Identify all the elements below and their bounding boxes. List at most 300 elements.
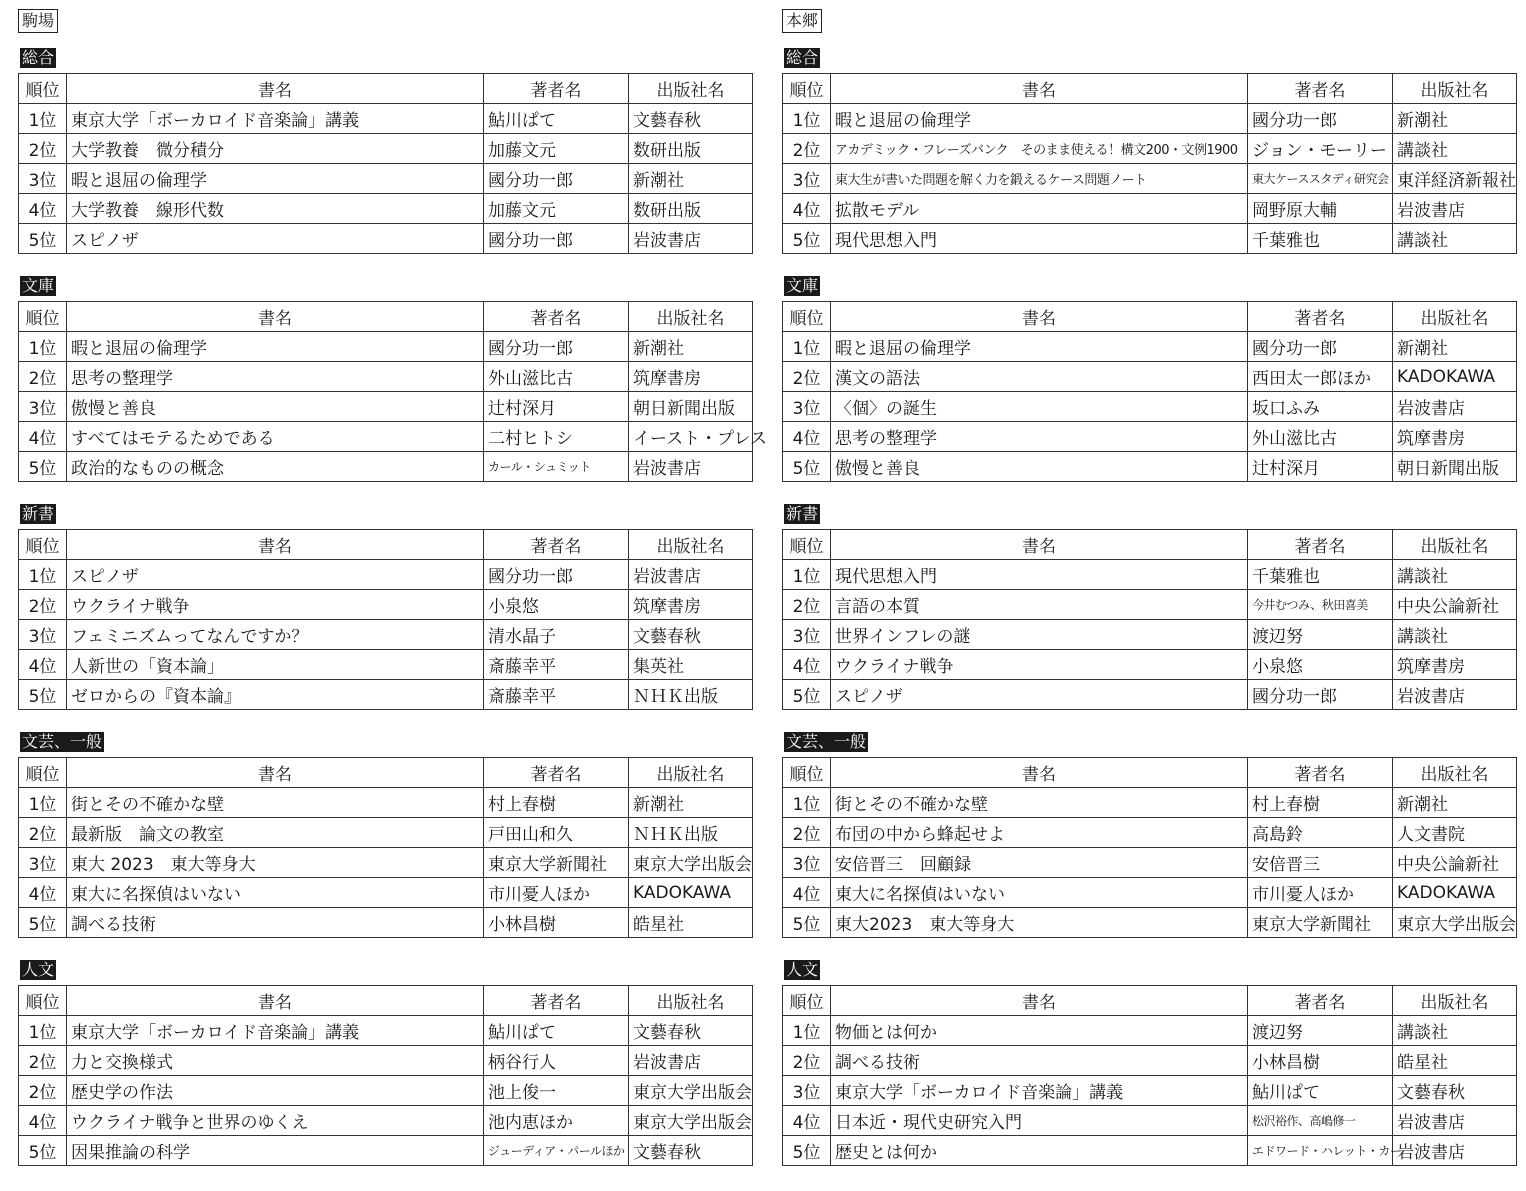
title-cell: 因果推論の科学 xyxy=(67,1136,484,1166)
table-row xyxy=(783,452,1517,482)
header-row xyxy=(783,758,1517,788)
author-cell: 清水晶子 xyxy=(484,620,629,650)
publisher-cell: 講談社 xyxy=(1393,620,1517,650)
author-cell: 小泉悠 xyxy=(1248,650,1393,680)
table-row xyxy=(19,1046,753,1076)
title-cell: 大学教養 線形代数 xyxy=(67,194,484,224)
publisher-cell: ＮＨＫ出版 xyxy=(629,680,753,710)
title-cell: 歴史学の作法 xyxy=(67,1076,484,1106)
rank-column-header: 順位 xyxy=(19,302,67,332)
title-cell: 暇と退屈の倫理学 xyxy=(831,104,1248,134)
author-cell: 東大ケーススタディ研究会 xyxy=(1248,164,1393,194)
publisher-cell: 集英社 xyxy=(629,650,753,680)
rank-cell: 1位 xyxy=(19,788,67,818)
publisher-column-header: 出版社名 xyxy=(629,530,753,560)
author-cell: 池内恵ほか xyxy=(484,1106,629,1136)
title-cell: 安倍晋三 回顧録 xyxy=(831,848,1248,878)
title-cell: 思考の整理学 xyxy=(831,422,1248,452)
author-cell: 渡辺努 xyxy=(1248,1016,1393,1046)
table-row xyxy=(783,848,1517,878)
rank-cell: 3位 xyxy=(19,620,67,650)
table-row xyxy=(783,1136,1517,1166)
publisher-cell: 文藝春秋 xyxy=(629,1136,753,1166)
table-row xyxy=(19,908,753,938)
publisher-cell: 新潮社 xyxy=(629,164,753,194)
author-cell: 岡野原大輔 xyxy=(1248,194,1393,224)
publisher-cell: 人文書院 xyxy=(1393,818,1517,848)
header-row xyxy=(19,530,753,560)
campus-label: 本郷 xyxy=(782,9,822,33)
rank-cell: 3位 xyxy=(783,392,831,422)
table-row xyxy=(19,422,753,452)
rank-cell: 4位 xyxy=(783,650,831,680)
title-column-header: 書名 xyxy=(67,74,484,104)
title-column-header: 書名 xyxy=(67,758,484,788)
table-row xyxy=(19,134,753,164)
publisher-cell: 中央公論新社 xyxy=(1393,590,1517,620)
publisher-cell: 筑摩書房 xyxy=(629,362,753,392)
publisher-cell: 文藝春秋 xyxy=(1393,1076,1517,1106)
title-cell: 東大2023 東大等身大 xyxy=(831,908,1248,938)
title-cell: スピノザ xyxy=(831,680,1248,710)
table-row xyxy=(783,620,1517,650)
category-label: 新書 xyxy=(786,504,819,523)
table-row xyxy=(19,104,753,134)
table-row xyxy=(783,194,1517,224)
author-cell: 東京大学新聞社 xyxy=(484,848,629,878)
publisher-column-header: 出版社名 xyxy=(629,758,753,788)
ranking-table xyxy=(782,73,1517,254)
rank-cell: 2位 xyxy=(783,818,831,848)
author-column-header: 著者名 xyxy=(1248,986,1393,1016)
publisher-cell: 新潮社 xyxy=(1393,104,1517,134)
author-cell: 國分功一郎 xyxy=(1248,104,1393,134)
category-label: 総合 xyxy=(786,48,819,67)
publisher-cell: 文藝春秋 xyxy=(629,104,753,134)
rank-cell: 1位 xyxy=(19,560,67,590)
title-cell: 街とその不確かな壁 xyxy=(831,788,1248,818)
header-row xyxy=(783,74,1517,104)
author-cell: 渡辺努 xyxy=(1248,620,1393,650)
publisher-cell: 筑摩書房 xyxy=(1393,650,1517,680)
title-cell: 物価とは何か xyxy=(831,1016,1248,1046)
header-row xyxy=(19,74,753,104)
publisher-cell: 数研出版 xyxy=(629,134,753,164)
rank-cell: 2位 xyxy=(19,134,67,164)
author-cell: 小林昌樹 xyxy=(1248,1046,1393,1076)
author-column-header: 著者名 xyxy=(1248,74,1393,104)
publisher-cell: 数研出版 xyxy=(629,194,753,224)
publisher-cell: 講談社 xyxy=(1393,1016,1517,1046)
header-row xyxy=(783,530,1517,560)
publisher-cell: 新潮社 xyxy=(629,788,753,818)
rank-column-header: 順位 xyxy=(19,986,67,1016)
title-cell: 傲慢と善良 xyxy=(67,392,484,422)
table-row xyxy=(783,164,1517,194)
author-cell: 小泉悠 xyxy=(484,590,629,620)
publisher-cell: イースト・プレス xyxy=(629,422,753,452)
title-cell: 歴史とは何か xyxy=(831,1136,1248,1166)
ranking-table xyxy=(18,73,753,254)
publisher-cell: 東京大学出版会 xyxy=(629,848,753,878)
title-cell: 大学教養 微分積分 xyxy=(67,134,484,164)
title-cell: 言語の本質 xyxy=(831,590,1248,620)
author-column-header: 著者名 xyxy=(484,986,629,1016)
rank-cell: 4位 xyxy=(783,1106,831,1136)
title-cell: 東大 2023 東大等身大 xyxy=(67,848,484,878)
rank-cell: 1位 xyxy=(19,1016,67,1046)
rank-cell: 3位 xyxy=(783,1076,831,1106)
author-cell: 西田太一郎ほか xyxy=(1248,362,1393,392)
author-column-header: 著者名 xyxy=(1248,530,1393,560)
publisher-cell: 東京大学出版会 xyxy=(629,1106,753,1136)
title-cell: 漢文の語法 xyxy=(831,362,1248,392)
title-cell: 思考の整理学 xyxy=(67,362,484,392)
rank-cell: 2位 xyxy=(783,1046,831,1076)
publisher-cell: 筑摩書房 xyxy=(1393,422,1517,452)
author-cell: 柄谷行人 xyxy=(484,1046,629,1076)
table-row xyxy=(19,878,753,908)
rank-column-header: 順位 xyxy=(783,302,831,332)
ranking-table xyxy=(782,301,1517,482)
author-cell: 斎藤幸平 xyxy=(484,650,629,680)
author-cell: 坂口ふみ xyxy=(1248,392,1393,422)
author-cell: 村上春樹 xyxy=(1248,788,1393,818)
publisher-cell: 東洋経済新報社 xyxy=(1393,164,1517,194)
title-cell: 布団の中から蜂起せよ xyxy=(831,818,1248,848)
title-cell: 政治的なものの概念 xyxy=(67,452,484,482)
author-cell: 松沢裕作、高嶋修一 xyxy=(1248,1106,1393,1136)
rank-cell: 4位 xyxy=(783,422,831,452)
table-row xyxy=(783,362,1517,392)
rank-column-header: 順位 xyxy=(783,758,831,788)
publisher-cell: 新潮社 xyxy=(1393,788,1517,818)
rank-cell: 1位 xyxy=(19,104,67,134)
title-cell: 世界インフレの謎 xyxy=(831,620,1248,650)
publisher-cell: 文藝春秋 xyxy=(629,620,753,650)
publisher-cell: 岩波書店 xyxy=(629,1046,753,1076)
rank-cell: 1位 xyxy=(783,104,831,134)
publisher-cell: 岩波書店 xyxy=(629,452,753,482)
rank-cell: 2位 xyxy=(19,818,67,848)
title-cell: 力と交換様式 xyxy=(67,1046,484,1076)
publisher-cell: 中央公論新社 xyxy=(1393,848,1517,878)
title-cell: 拡散モデル xyxy=(831,194,1248,224)
publisher-column-header: 出版社名 xyxy=(1393,302,1517,332)
title-cell: 東大生が書いた問題を解く力を鍛えるケース問題ノート xyxy=(831,164,1248,194)
rank-cell: 3位 xyxy=(783,164,831,194)
rank-cell: 5位 xyxy=(783,908,831,938)
author-cell: 國分功一郎 xyxy=(1248,332,1393,362)
rank-cell: 5位 xyxy=(19,224,67,254)
author-cell: 鮎川ぱて xyxy=(1248,1076,1393,1106)
author-cell: カール・シュミット xyxy=(484,452,629,482)
table-row xyxy=(783,332,1517,362)
author-cell: 國分功一郎 xyxy=(1248,680,1393,710)
publisher-cell: 朝日新聞出版 xyxy=(1393,452,1517,482)
publisher-column-header: 出版社名 xyxy=(629,986,753,1016)
title-cell: スピノザ xyxy=(67,224,484,254)
rank-cell: 3位 xyxy=(19,392,67,422)
title-cell: 〈個〉の誕生 xyxy=(831,392,1248,422)
title-cell: すべてはモテるためである xyxy=(67,422,484,452)
table-row xyxy=(19,650,753,680)
rank-cell: 4位 xyxy=(19,650,67,680)
title-cell: 東京大学「ボーカロイド音楽論」講義 xyxy=(67,104,484,134)
rank-cell: 2位 xyxy=(19,590,67,620)
author-cell: 鮎川ぱて xyxy=(484,1016,629,1046)
title-cell: 人新世の「資本論」 xyxy=(67,650,484,680)
author-cell: 今井むつみ、秋田喜美 xyxy=(1248,590,1393,620)
table-row xyxy=(19,362,753,392)
table-row xyxy=(19,224,753,254)
table-row xyxy=(783,1016,1517,1046)
table-row xyxy=(783,560,1517,590)
rank-cell: 3位 xyxy=(783,620,831,650)
publisher-cell: 東京大学出版会 xyxy=(629,1076,753,1106)
rank-cell: 4位 xyxy=(19,194,67,224)
title-cell: 調べる技術 xyxy=(67,908,484,938)
author-cell: エドワード・ハレット・カー xyxy=(1248,1136,1393,1166)
rank-cell: 2位 xyxy=(783,590,831,620)
category-label: 総合 xyxy=(22,48,55,67)
header-row xyxy=(19,302,753,332)
author-column-header: 著者名 xyxy=(484,758,629,788)
publisher-cell: 岩波書店 xyxy=(1393,194,1517,224)
rank-column-header: 順位 xyxy=(783,986,831,1016)
table-row xyxy=(783,818,1517,848)
author-cell: 小林昌樹 xyxy=(484,908,629,938)
publisher-column-header: 出版社名 xyxy=(629,302,753,332)
publisher-cell: 岩波書店 xyxy=(1393,680,1517,710)
rank-column-header: 順位 xyxy=(19,758,67,788)
table-row xyxy=(19,680,753,710)
author-cell: 辻村深月 xyxy=(1248,452,1393,482)
author-cell: 高島鈴 xyxy=(1248,818,1393,848)
table-row xyxy=(783,878,1517,908)
title-cell: 日本近・現代史研究入門 xyxy=(831,1106,1248,1136)
publisher-cell: 岩波書店 xyxy=(1393,392,1517,422)
title-cell: ウクライナ戦争 xyxy=(67,590,484,620)
title-column-header: 書名 xyxy=(67,530,484,560)
ranking-table xyxy=(782,529,1517,710)
rank-cell: 4位 xyxy=(19,422,67,452)
rank-cell: 5位 xyxy=(783,1136,831,1166)
author-cell: 戸田山和久 xyxy=(484,818,629,848)
title-cell: 現代思想入門 xyxy=(831,224,1248,254)
ranking-table xyxy=(782,757,1517,938)
rank-cell: 1位 xyxy=(19,332,67,362)
table-row xyxy=(783,680,1517,710)
publisher-cell: ＮＨＫ出版 xyxy=(629,818,753,848)
category-label: 文芸、一般 xyxy=(22,732,103,751)
header-row xyxy=(19,986,753,1016)
publisher-column-header: 出版社名 xyxy=(629,74,753,104)
publisher-column-header: 出版社名 xyxy=(1393,986,1517,1016)
publisher-cell: 皓星社 xyxy=(1393,1046,1517,1076)
rank-cell: 2位 xyxy=(19,1076,67,1106)
ranking-table xyxy=(18,757,753,938)
table-row xyxy=(19,788,753,818)
title-column-header: 書名 xyxy=(831,986,1248,1016)
table-row xyxy=(19,1016,753,1046)
publisher-cell: 岩波書店 xyxy=(629,224,753,254)
table-row xyxy=(783,650,1517,680)
rank-cell: 4位 xyxy=(19,1106,67,1136)
publisher-cell: KADOKAWA xyxy=(1393,878,1517,908)
rank-column-header: 順位 xyxy=(19,530,67,560)
table-row xyxy=(783,1046,1517,1076)
table-row xyxy=(783,134,1517,164)
title-column-header: 書名 xyxy=(831,302,1248,332)
publisher-cell: 筑摩書房 xyxy=(629,590,753,620)
author-cell: 村上春樹 xyxy=(484,788,629,818)
table-row xyxy=(19,590,753,620)
author-cell: 千葉雅也 xyxy=(1248,224,1393,254)
table-row xyxy=(783,422,1517,452)
title-cell: 東大に名探偵はいない xyxy=(67,878,484,908)
rank-cell: 3位 xyxy=(783,848,831,878)
rank-cell: 5位 xyxy=(19,908,67,938)
publisher-cell: 皓星社 xyxy=(629,908,753,938)
rank-cell: 4位 xyxy=(19,878,67,908)
publisher-cell: 講談社 xyxy=(1393,134,1517,164)
author-cell: 外山滋比古 xyxy=(484,362,629,392)
title-cell: スピノザ xyxy=(67,560,484,590)
table-row xyxy=(19,1136,753,1166)
publisher-cell: 岩波書店 xyxy=(1393,1106,1517,1136)
ranking-table xyxy=(782,985,1517,1166)
table-row xyxy=(783,1076,1517,1106)
title-column-header: 書名 xyxy=(831,530,1248,560)
author-cell: 斎藤幸平 xyxy=(484,680,629,710)
title-cell: ウクライナ戦争と世界のゆくえ xyxy=(67,1106,484,1136)
category-label: 文芸、一般 xyxy=(786,732,867,751)
author-cell: 市川憂人ほか xyxy=(1248,878,1393,908)
table-row xyxy=(19,392,753,422)
header-row xyxy=(783,986,1517,1016)
rank-column-header: 順位 xyxy=(19,74,67,104)
publisher-column-header: 出版社名 xyxy=(1393,758,1517,788)
rank-cell: 4位 xyxy=(783,878,831,908)
author-cell: 安倍晋三 xyxy=(1248,848,1393,878)
table-row xyxy=(19,164,753,194)
author-cell: 鮎川ぱて xyxy=(484,104,629,134)
table-row xyxy=(19,194,753,224)
table-row xyxy=(19,1106,753,1136)
rank-column-header: 順位 xyxy=(783,74,831,104)
category-label: 文庫 xyxy=(786,276,819,295)
rank-cell: 3位 xyxy=(19,848,67,878)
rank-cell: 5位 xyxy=(783,452,831,482)
author-cell: 加藤文元 xyxy=(484,194,629,224)
publisher-cell: 新潮社 xyxy=(629,332,753,362)
table-row xyxy=(783,1106,1517,1136)
publisher-cell: KADOKAWA xyxy=(629,878,753,908)
title-cell: 調べる技術 xyxy=(831,1046,1248,1076)
publisher-cell: 講談社 xyxy=(1393,560,1517,590)
table-row xyxy=(19,620,753,650)
table-row xyxy=(19,560,753,590)
rank-cell: 2位 xyxy=(19,1046,67,1076)
category-label: 新書 xyxy=(22,504,55,523)
table-row xyxy=(19,332,753,362)
table-row xyxy=(19,452,753,482)
title-cell: 東京大学「ボーカロイド音楽論」講義 xyxy=(67,1016,484,1046)
publisher-cell: 文藝春秋 xyxy=(629,1016,753,1046)
author-column-header: 著者名 xyxy=(484,302,629,332)
title-cell: 暇と退屈の倫理学 xyxy=(831,332,1248,362)
title-column-header: 書名 xyxy=(831,758,1248,788)
rank-cell: 5位 xyxy=(19,1136,67,1166)
publisher-cell: 岩波書店 xyxy=(629,560,753,590)
title-column-header: 書名 xyxy=(67,986,484,1016)
ranking-table xyxy=(18,985,753,1166)
table-row xyxy=(19,1076,753,1106)
table-row xyxy=(19,848,753,878)
title-cell: 東京大学「ボーカロイド音楽論」講義 xyxy=(831,1076,1248,1106)
author-cell: 東京大学新聞社 xyxy=(1248,908,1393,938)
campus-label: 駒場 xyxy=(18,9,58,33)
rank-cell: 1位 xyxy=(783,788,831,818)
title-cell: 東大に名探偵はいない xyxy=(831,878,1248,908)
author-cell: 國分功一郎 xyxy=(484,224,629,254)
publisher-cell: KADOKAWA xyxy=(1393,362,1517,392)
rank-cell: 1位 xyxy=(783,332,831,362)
table-row xyxy=(783,224,1517,254)
author-cell: ジョン・モーリー xyxy=(1248,134,1393,164)
title-column-header: 書名 xyxy=(831,74,1248,104)
author-column-header: 著者名 xyxy=(484,74,629,104)
author-column-header: 著者名 xyxy=(1248,302,1393,332)
title-cell: ゼロからの『資本論』 xyxy=(67,680,484,710)
rank-cell: 5位 xyxy=(783,680,831,710)
table-row xyxy=(783,788,1517,818)
rank-cell: 2位 xyxy=(783,134,831,164)
header-row xyxy=(19,758,753,788)
publisher-cell: 朝日新聞出版 xyxy=(629,392,753,422)
rank-cell: 1位 xyxy=(783,1016,831,1046)
rank-cell: 1位 xyxy=(783,560,831,590)
author-cell: 池上俊一 xyxy=(484,1076,629,1106)
author-column-header: 著者名 xyxy=(1248,758,1393,788)
header-row xyxy=(783,302,1517,332)
table-row xyxy=(19,818,753,848)
table-row xyxy=(783,908,1517,938)
author-cell: 國分功一郎 xyxy=(484,164,629,194)
rank-cell: 2位 xyxy=(19,362,67,392)
table-row xyxy=(783,104,1517,134)
publisher-column-header: 出版社名 xyxy=(1393,74,1517,104)
publisher-cell: 新潮社 xyxy=(1393,332,1517,362)
title-cell: 暇と退屈の倫理学 xyxy=(67,164,484,194)
rank-cell: 5位 xyxy=(19,680,67,710)
author-column-header: 著者名 xyxy=(484,530,629,560)
author-cell: 國分功一郎 xyxy=(484,560,629,590)
category-label: 人文 xyxy=(786,960,819,979)
category-label: 文庫 xyxy=(22,276,55,295)
rank-cell: 5位 xyxy=(783,224,831,254)
publisher-cell: 東京大学出版会 xyxy=(1393,908,1517,938)
table-row xyxy=(783,392,1517,422)
ranking-table xyxy=(18,301,767,482)
rank-cell: 3位 xyxy=(19,164,67,194)
publisher-column-header: 出版社名 xyxy=(1393,530,1517,560)
rank-cell: 2位 xyxy=(783,362,831,392)
title-column-header: 書名 xyxy=(67,302,484,332)
title-cell: フェミニズムってなんですか？ xyxy=(67,620,484,650)
author-cell: 二村ヒトシ xyxy=(484,422,629,452)
